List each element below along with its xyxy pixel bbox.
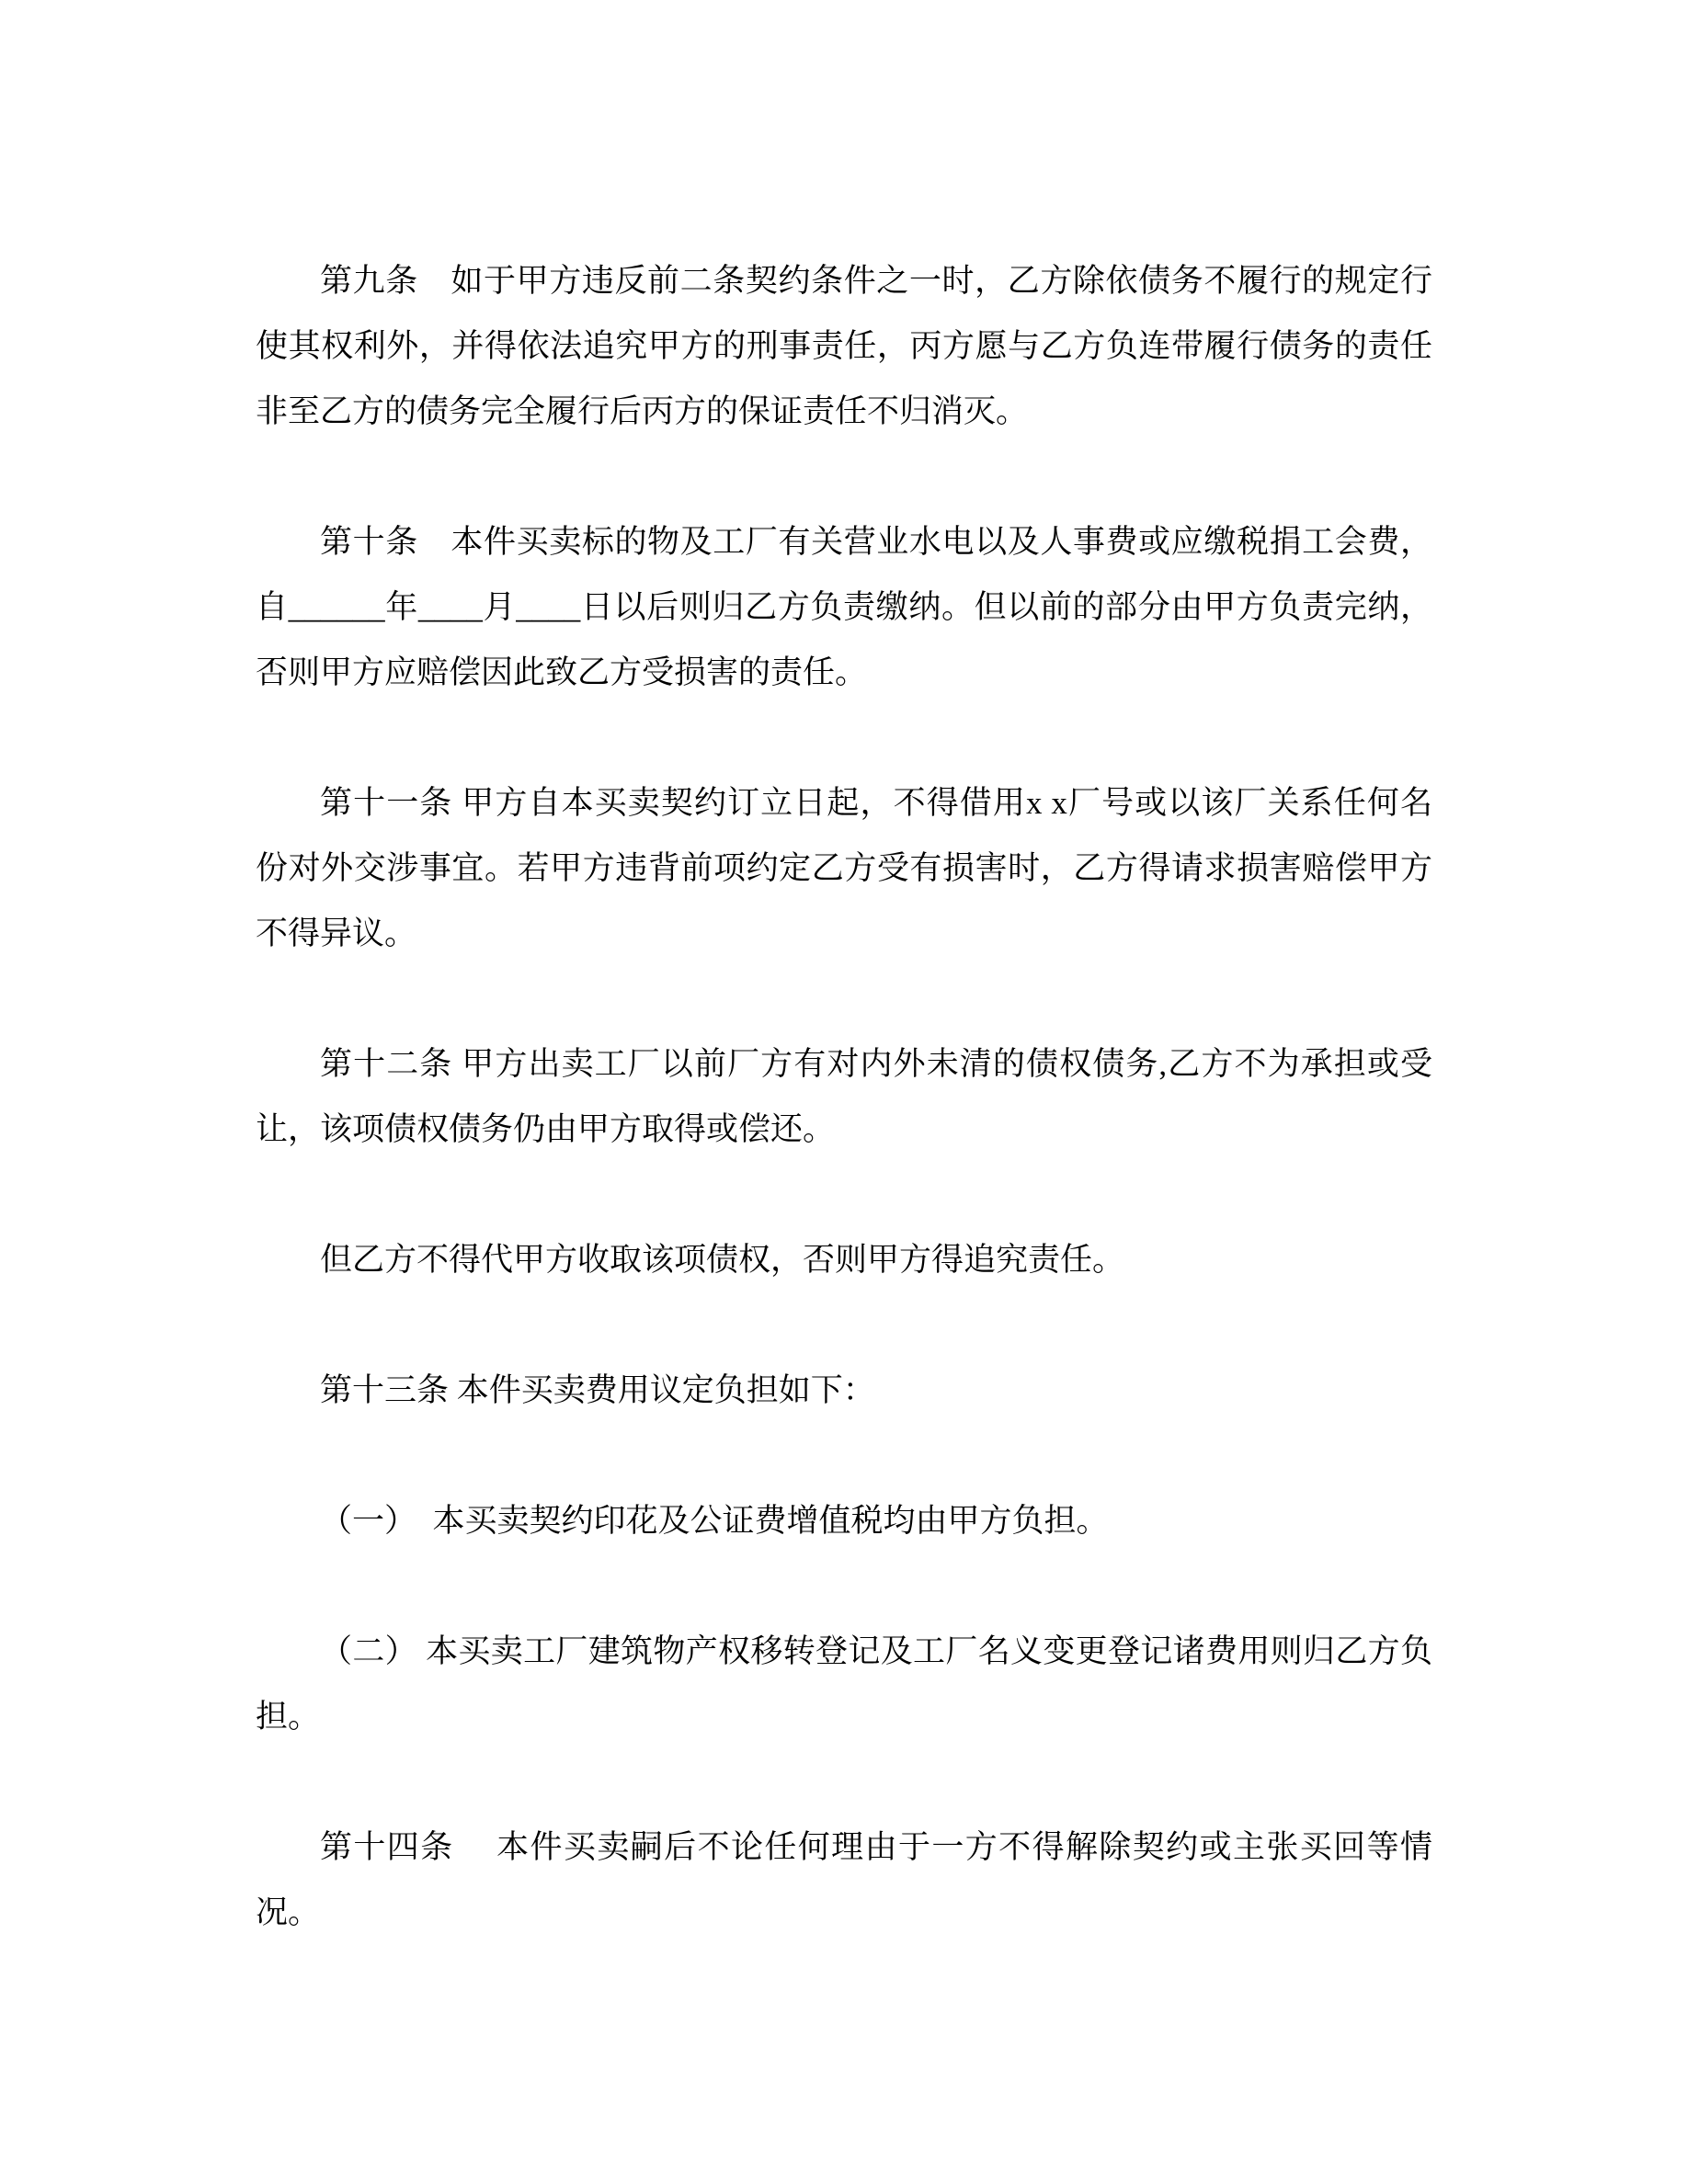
paragraph-article-10 (256, 509, 1432, 705)
paragraph-article-13-item-2 (256, 1619, 1432, 1749)
article-9-line: 第九条 如于甲方违反前二条契约条件之一时，乙方除依债务不履行的规定行 (320, 263, 1432, 299)
article-13-item-2-line: （二） 本买卖工厂建筑物产权移转登记及工厂名义变更登记诸费用则归乙方负 (320, 1633, 1432, 1669)
paragraph-article-14 (256, 1814, 1432, 1945)
article-14-line: 第十四条 本件买卖嗣后不论任何理由于一方不得解除契约或主张买回等情 (320, 1829, 1432, 1865)
paragraph-article-11 (256, 770, 1432, 966)
article-13-item-2-line: 担。 (256, 1699, 321, 1735)
article-12-line: 第十二条 甲方出卖工厂以前厂方有对内外未清的债权债务,乙方不为承担或受 (320, 1046, 1432, 1082)
article-10-line-with-date-blanks: 自______年____月____日以后则归乙方负责缴纳。但以前的部分由甲方负责完纳， (256, 589, 1432, 625)
article-10-line: 否则甲方应赔偿因此致乙方受损害的责任。 (256, 654, 868, 690)
article-13-item-1-line: （一） 本买卖契约印花及公证费增值税均由甲方负担。 (320, 1503, 1109, 1539)
paragraph-article-9 (256, 248, 1432, 444)
paragraph-article-12-supplement (256, 1227, 1432, 1292)
article-11-line: 不得异议。 (256, 916, 417, 951)
paragraph-article-12 (256, 1031, 1432, 1162)
article-12-line: 让，该项债权债务仍由甲方取得或偿还。 (256, 1111, 836, 1147)
article-9-line: 非至乙方的债务完全履行后丙方的保证责任不归消灭。 (256, 393, 1029, 429)
paragraph-article-13 (256, 1358, 1432, 1423)
article-9-line: 使其权利外，并得依法追究甲方的刑事责任，丙方愿与乙方负连带履行债务的责任 (256, 328, 1432, 364)
paragraph-article-13-item-1 (256, 1488, 1432, 1553)
article-11-line: 第十一条 甲方自本买卖契约订立日起，不得借用x x厂号或以该厂关系任何名 (320, 785, 1432, 821)
article-11-line: 份对外交涉事宜。若甲方违背前项约定乙方受有损害时，乙方得请求损害赔偿甲方 (256, 850, 1432, 886)
article-10-line: 第十条 本件买卖标的物及工厂有关营业水电以及人事费或应缴税捐工会费， (320, 524, 1432, 560)
article-12-supplement-line: 但乙方不得代甲方收取该项债权，否则甲方得追究责任。 (320, 1242, 1125, 1278)
article-14-line: 况。 (256, 1894, 321, 1930)
article-13-heading-line: 第十三条 本件买卖费用议定负担如下： (320, 1372, 875, 1408)
